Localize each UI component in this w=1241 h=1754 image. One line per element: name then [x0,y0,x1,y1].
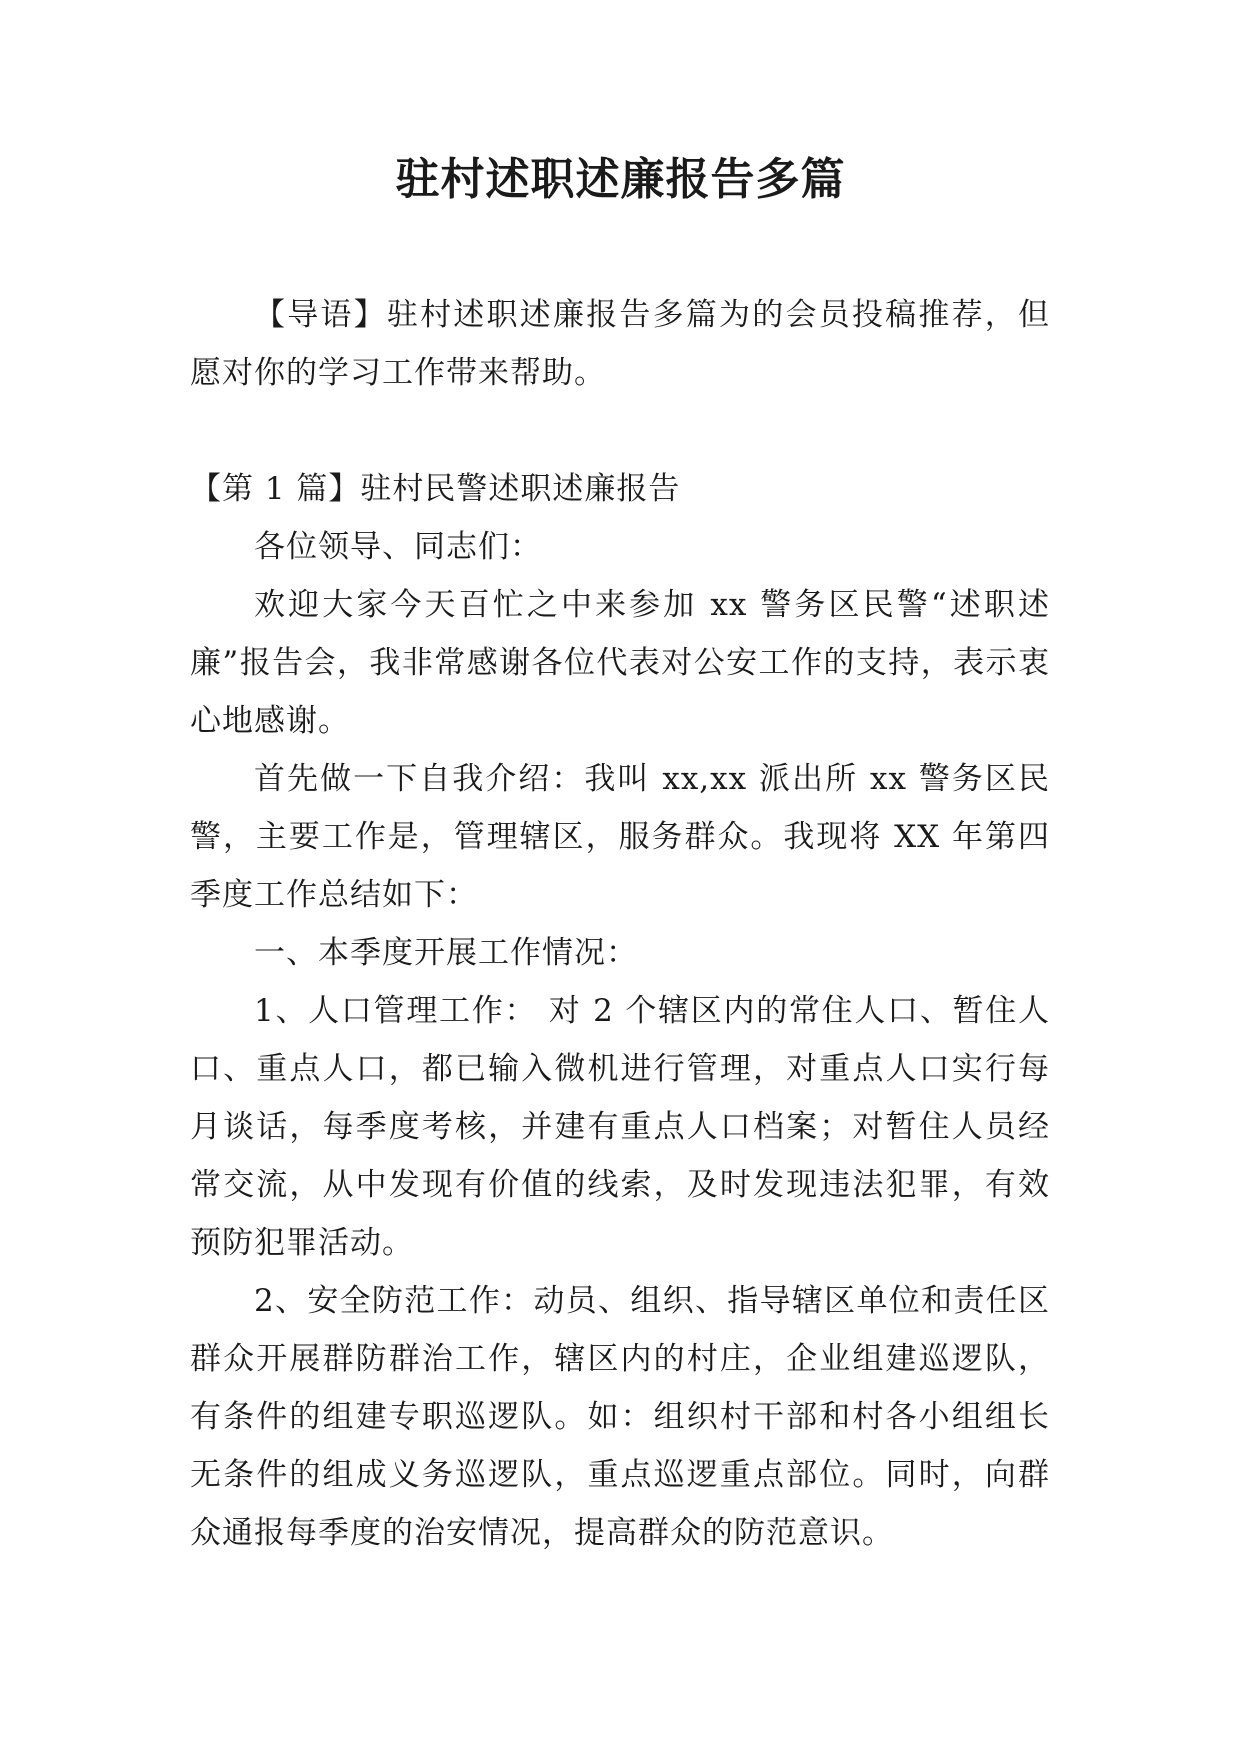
document-title: 驻村述职述廉报告多篇 [395,154,846,205]
salutation-paragraph: 各位领导、同志们： [254,529,542,565]
welcome-paragraph: 欢迎大家今天百忙之中来参加 xx 警务区民警“述职述廉”报告会，我非常感谢各位代表对公安工作的支持，表示衷心地感谢。 [190,587,1050,739]
section-one-heading: 一、本季度开展工作情况： [254,935,638,971]
safety-prevention-paragraph: 2、安全防范工作：动员、组织、指导辖区单位和责任区群众开展群防群治工作，辖区内的村庄，企业组建巡逻队，有条件的组建专职巡逻队。如：组织村干部和村各小组组长无条件的组成义务巡逻队，重点巡逻重点部位。同时，向群众通报每季度的治安情况，提高群众的防范意识。 [190,1283,1050,1551]
document-body [190,286,1050,1562]
intro-paragraph: 【导语】驻村述职述廉报告多篇为的会员投稿推荐，但愿对你的学习工作带来帮助。 [190,297,1050,391]
self-intro-paragraph: 首先做一下自我介绍：我叫 xx,xx 派出所 xx 警务区民警，主要工作是，管理辖区，服务群众。我现将 XX 年第四季度工作总结如下： [190,761,1050,913]
population-management-paragraph: 1、人口管理工作： 对 2 个辖区内的常住人口、暂住人口、重点人口，都已输入微机进行管理，对重点人口实行每月谈话，每季度考核，并建有重点人口档案；对暂住人员经常交流，从中发现有价值的线索，及时发现违法犯罪，有效预防犯罪活动。 [190,993,1050,1261]
section-heading: 【第 1 篇】驻村民警述职述廉报告 [190,471,681,507]
